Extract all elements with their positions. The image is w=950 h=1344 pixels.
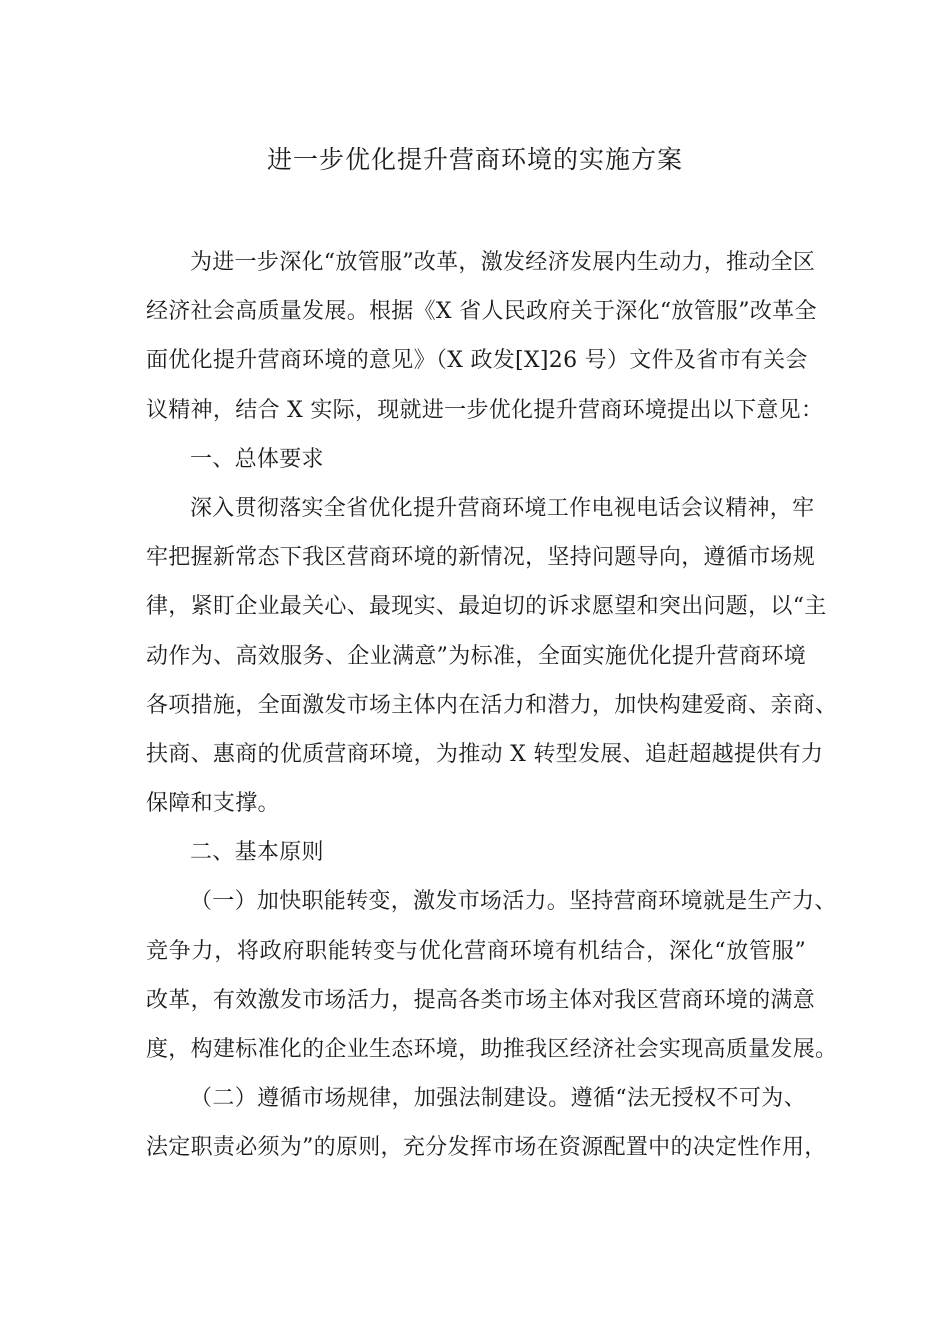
paragraph-line: 动作为、高效服务、企业满意”为标准，全面实施优化提升营商环境 xyxy=(146,643,806,669)
paragraph-line: 保障和支撑。 xyxy=(146,791,280,817)
paragraph-line: 律，紧盯企业最关心、最现实、最迫切的诉求愿望和突出问题，以“主 xyxy=(146,594,827,620)
paragraph-line: 深入贯彻落实全省优化提升营商环境工作电视电话会议精神，牢 xyxy=(190,495,815,521)
section-heading: 一、总体要求 xyxy=(190,446,324,472)
paragraph-line: 议精神，结合 X 实际，现就进一步优化提升营商环境提出以下意见： xyxy=(146,397,824,423)
paragraph-line: 法定职责必须为”的原则，充分发挥市场在资源配置中的决定性作用， xyxy=(146,1135,827,1161)
document-body xyxy=(146,238,838,1173)
paragraph-line: 经济社会高质量发展。根据《X 省人民政府关于深化“放管服”改革全 xyxy=(146,299,817,325)
paragraph-line: 竞争力，将政府职能转变与优化营商环境有机结合，深化“放管服” xyxy=(146,938,806,964)
paragraph-line: 各项措施，全面激发市场主体内在活力和潜力，加快构建爱商、亲商、 xyxy=(146,692,838,718)
paragraph-line: （二）遵循市场规律，加强法制建设。遵循“法无授权不可为、 xyxy=(190,1086,806,1112)
paragraph-line: 扶商、惠商的优质营商环境，为推动 X 转型发展、追赶超越提供有力 xyxy=(146,741,824,767)
paragraph-line: 度，构建标准化的企业生态环境，助推我区经济社会实现高质量发展。 xyxy=(146,1037,838,1062)
paragraph-line: 牢把握新常态下我区营商环境的新情况，坚持问题导向，遵循市场规 xyxy=(146,545,816,571)
paragraph-line: （一）加快职能转变，激发市场活力。坚持营商环境就是生产力、 xyxy=(190,889,837,915)
document-title: 进一步优化提升营商环境的实施方案 xyxy=(266,145,683,174)
paragraph-line: 改革，有效激发市场活力，提高各类市场主体对我区营商环境的满意 xyxy=(146,987,816,1013)
section-heading: 二、基本原则 xyxy=(190,840,324,866)
paragraph-line: 为进一步深化“放管服”改革，激发经济发展内生动力，推动全区 xyxy=(190,250,816,275)
paragraph-line: 面优化提升营商环境的意见》（X 政发[X]26 号）文件及省市有关会 xyxy=(146,348,808,374)
